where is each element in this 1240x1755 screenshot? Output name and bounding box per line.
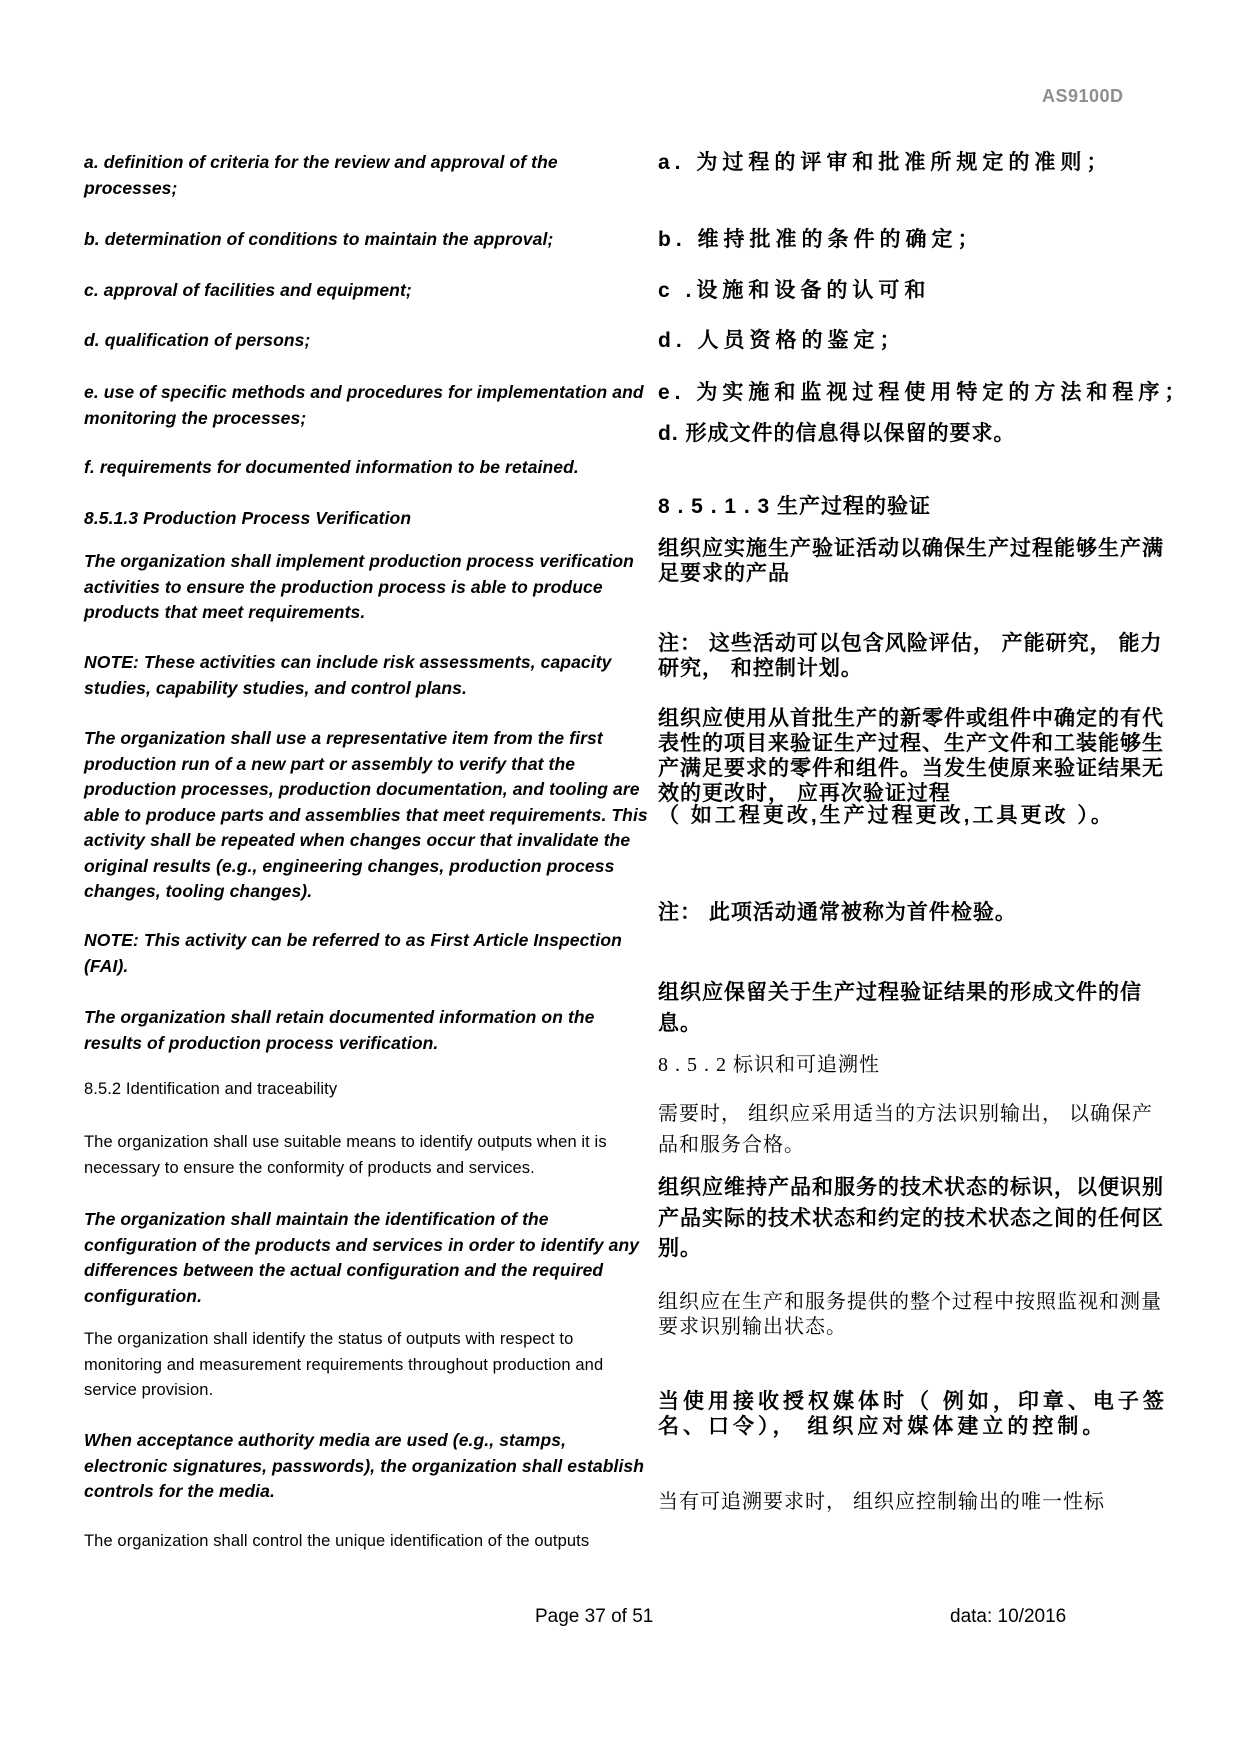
zh-item-d: d. 人员资格的鉴定； [658, 329, 906, 352]
zh-para-retain: 组织应保留关于生产过程验证结果的形成文件的信息。 [658, 981, 1142, 1035]
zh-para-acceptance-media: 当使用接收授权媒体时（ 例如，印章、电子签名、口令）， 组织应对媒体建立的控制。 [658, 1390, 1168, 1438]
en-para-configuration: The organization shall maintain the identification of the configuration of the products and services in order to identify any differences between the actual configuration and the required configuration. [84, 1209, 640, 1306]
en-note-fai: NOTE: This activity can be referred to as First Article Inspection (FAI). [84, 930, 622, 976]
zh-item-a: a. 为过程的评审和批准所规定的准则； [658, 151, 1113, 174]
zh-item-d2: d. 形成文件的信息得以保留的要求。 [658, 422, 1016, 445]
en-item-f: f. requirements for documented information to be retained. [84, 457, 579, 477]
en-para-unique-identification: The organization shall control the unique identification of the outputs [84, 1532, 590, 1550]
en-item-c: c. approval of facilities and equipment; [84, 280, 412, 300]
en-para-implement: The organization shall implement production process verification activities to ensure the production process is able to produce products that meet requirements. [84, 551, 634, 622]
en-item-e: e. use of specific methods and procedures for implementation and monitoring the processes; [84, 382, 644, 428]
en-heading-8-5-2: 8.5.2 Identification and traceability [84, 1080, 338, 1098]
en-para-acceptance-media: When acceptance authority media are used (e.g., stamps, electronic signatures, passwords), the organization shall establish controls for the media. [84, 1430, 645, 1501]
zh-para-suitable-means: 需要时， 组织应采用适当的方法识别输出， 以确保产品和服务合格。 [658, 1103, 1153, 1156]
zh-para-changes-examples: （ 如工程更改,生产过程更改,工具更改 ）。 [658, 804, 1115, 827]
zh-para-status-outputs: 组织应在生产和服务提供的整个过程中按照监视和测量要求识别输出状态。 [658, 1291, 1162, 1338]
footer-page-number: Page 37 of 51 [535, 1606, 654, 1627]
en-item-b: b. determination of conditions to maintain the approval; [84, 229, 554, 249]
zh-heading-8-5-1-3: 8 . 5 . 1 . 3 生产过程的验证 [658, 495, 932, 518]
zh-para-traceability: 当有可追溯要求时， 组织应控制输出的唯一性标 [658, 1491, 1105, 1513]
footer-date: data: 10/2016 [950, 1606, 1067, 1627]
zh-para-representative: 组织应使用从首批生产的新零件或组件中确定的有代表性的项目来验证生产过程、生产文件和工装能够生产满足要求的零件和组件。当发生使原来验证结果无效的更改时， 应再次验证过程 [658, 707, 1164, 805]
en-para-status-outputs: The organization shall identify the status of outputs with respect to monitoring and measurement requirements throughout production and service provision. [84, 1330, 604, 1399]
en-item-a: a. definition of criteria for the review and approval of the processes; [84, 152, 558, 198]
zh-para-implement: 组织应实施生产验证活动以确保生产过程能够生产满足要求的产品 [658, 537, 1164, 585]
en-heading-8-5-1-3: 8.5.1.3 Production Process Verification [84, 508, 412, 528]
en-para-representative: The organization shall use a representative item from the first production run of a new part or assembly to verify that the production processes, production documentation, and tooling are able to produce parts and assemblies that meet requirements. This activity shall be repeated when changes occur that invalidate the original results (e.g., engineering changes, production process changes, tooling changes). [84, 728, 648, 901]
zh-note-activities: 注： 这些活动可以包含风险评估， 产能研究， 能力研究， 和控制计划。 [658, 632, 1163, 680]
zh-item-c: c .设施和设备的认可和 [658, 279, 931, 302]
zh-item-e: e. 为实施和监视过程使用特定的方法和程序； [658, 381, 1191, 404]
en-note-activities: NOTE: These activities can include risk assessments, capacity studies, capability studies, and control plans. [84, 652, 612, 698]
zh-item-b: b. 维持批准的条件的确定； [658, 228, 984, 251]
en-para-suitable-means: The organization shall use suitable means to identify outputs when it is necessary to ensure the conformity of products and services. [84, 1133, 607, 1177]
zh-heading-8-5-2: 8 . 5 . 2 标识和可追溯性 [658, 1054, 880, 1076]
document-code: AS9100D [1042, 86, 1124, 106]
zh-note-fai: 注： 此项活动通常被称为首件检验。 [658, 901, 1017, 924]
en-para-retain: The organization shall retain documented information on the results of production process verification. [84, 1007, 595, 1053]
zh-para-configuration: 组织应维持产品和服务的技术状态的标识，以便识别产品实际的技术状态和约定的技术状态之间的任何区别。 [658, 1176, 1164, 1260]
en-item-d: d. qualification of persons; [84, 330, 311, 350]
